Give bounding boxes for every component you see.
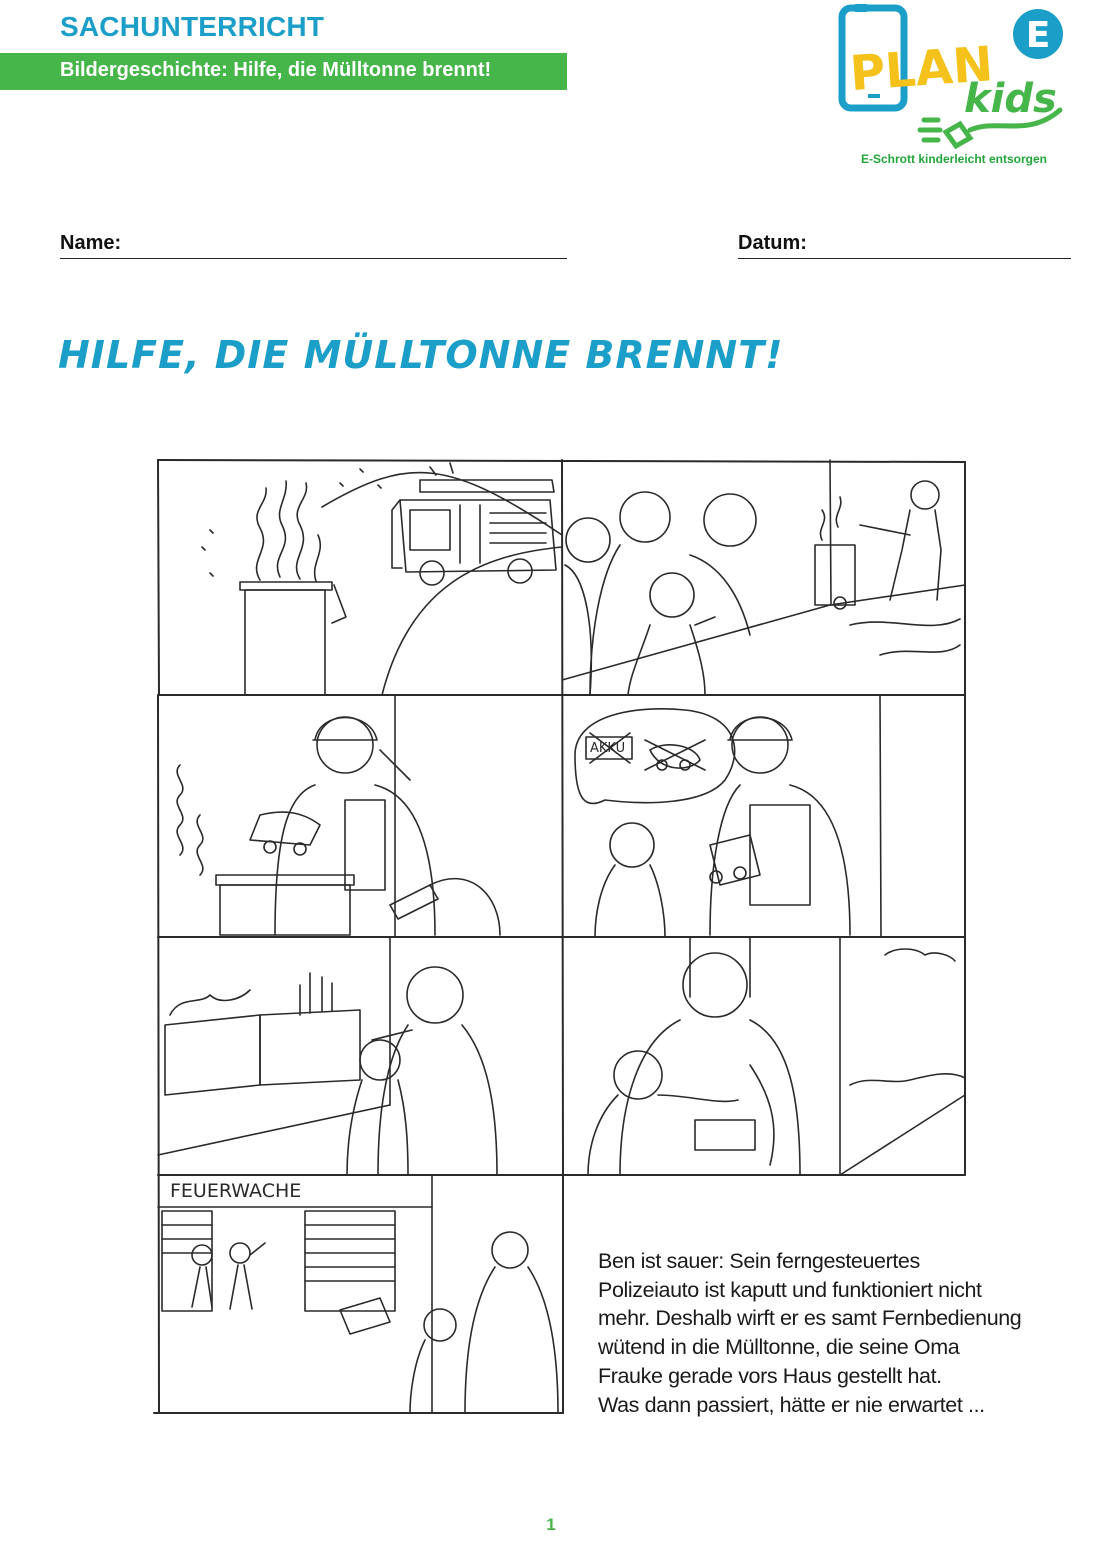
panel-3-firefighter bbox=[177, 695, 500, 937]
panel-5-recycling bbox=[158, 937, 497, 1175]
story-text bbox=[598, 1247, 1078, 1419]
story-text-line: Was dann passiert, hätte er nie erwartet ... bbox=[598, 1392, 985, 1417]
panel-7-fire-station bbox=[158, 1175, 558, 1413]
panel-2-onlookers bbox=[562, 460, 965, 695]
bubble-akku-word: AKKU bbox=[590, 741, 626, 756]
story-text-line: wütend in die Mülltonne, die seine Oma bbox=[598, 1335, 960, 1360]
plan-e-kids-logo bbox=[828, 0, 1080, 172]
logo-e-letter: E bbox=[1025, 15, 1051, 56]
date-label: Datum: bbox=[738, 232, 807, 254]
story-text-line: mehr. Deshalb wirft er es samt Fernbedienung bbox=[598, 1306, 1022, 1331]
story-text-line: Ben ist sauer: Sein ferngesteuertes bbox=[598, 1249, 920, 1273]
story-title: HILFE, DIE MÜLLTONNE BRENNT! bbox=[58, 333, 784, 377]
panel-6-hug bbox=[588, 937, 965, 1175]
subject-label: SACHUNTERRICHT bbox=[60, 11, 325, 42]
comic-sign-feuerwache: FEUERWACHE bbox=[170, 1180, 302, 1202]
story-text-line: Polizeiauto ist kaputt und funktioniert nicht bbox=[598, 1277, 982, 1302]
logo-tagline: E-Schrott kinderleicht entsorgen bbox=[860, 152, 1048, 166]
page-number: 1 bbox=[546, 1515, 556, 1534]
panel-4-explaining bbox=[575, 695, 881, 937]
name-input-line[interactable] bbox=[60, 258, 567, 259]
subtitle-bar bbox=[0, 53, 567, 90]
logo-graphic bbox=[828, 0, 1080, 150]
logo-plan-word: PLAN bbox=[848, 36, 995, 103]
logo-kids-word: kids bbox=[964, 76, 1057, 122]
name-label: Name: bbox=[60, 232, 122, 254]
panel-1-burning-bin bbox=[202, 463, 562, 695]
subtitle-text: Bildergeschichte: Hilfe, die Mülltonne brennt! bbox=[60, 59, 492, 81]
story-text-line: Frauke gerade vors Haus gestellt hat. bbox=[598, 1363, 942, 1388]
date-input-line[interactable] bbox=[738, 258, 1071, 259]
